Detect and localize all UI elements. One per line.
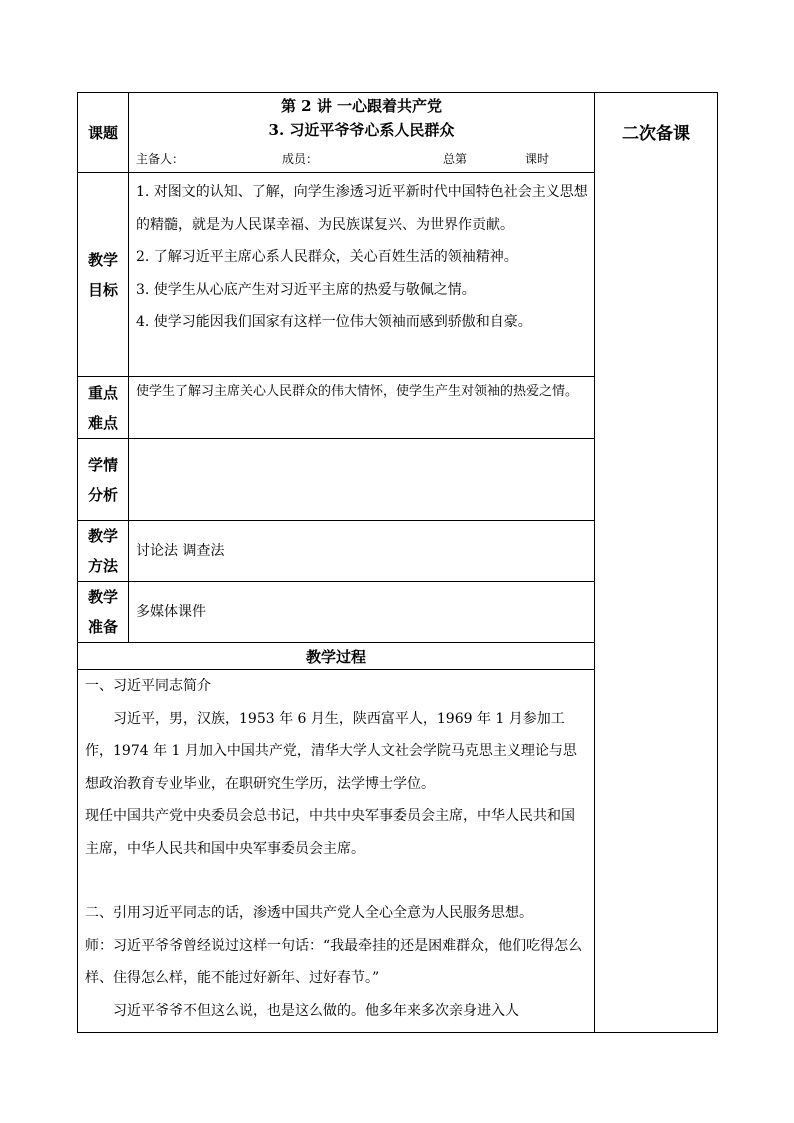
section-title: 一、习近平同志简介 — [85, 678, 211, 694]
analysis-content — [129, 439, 595, 521]
meta-total: 总第 — [443, 152, 468, 166]
goal-item: 3. 使学生从心底产生对习近平主席的热爱与敬佩之情。 — [136, 281, 476, 298]
meta-hours: 课时 — [525, 152, 550, 166]
paragraph: 师：习近平爷爷曾经说过这样一句话：“我最牵挂的还是困难群众，他们吃得怎么样、住得怎么样，能不能过好新年、过好春节。” — [85, 937, 583, 986]
goal-item: 1. 对图文的认知、了解，向学生渗透习近平新时代中国特色社会主义思想的精髓，就是为人民谋幸福、为民族谋复兴、为世界作贡献。 — [136, 184, 588, 233]
process-heading: 教学过程 — [78, 643, 595, 670]
paragraph: 习近平爷爷不但这么说，也是这么做的。他多年来多次亲身进入人 — [113, 1002, 519, 1019]
paragraph: 习近平，男，汉族，1953 年 6 月生，陕西富平人，1969 年 1 月参加工作，1974 年 1 月加入中国共产党，清华大学人文社会学院马克思主义理论与思想政治教育专业毕业，在职研究生学历，法学博士学位。 — [85, 710, 577, 792]
paragraph: 现任中国共产党中央委员会总书记，中共中央军事委员会主席，中华人民共和国主席，中华人民共和国中央军事委员会主席。 — [85, 808, 575, 857]
goals-label: 教学 目标 — [78, 173, 129, 377]
topic-row — [78, 93, 718, 173]
lesson-title: 第 2 讲 一心跟着共产党 — [280, 97, 443, 115]
lesson-meta — [136, 150, 594, 168]
methods-label: 教学 方法 — [78, 521, 129, 582]
key-points-label: 重点 难点 — [78, 377, 129, 439]
goals-content — [129, 173, 595, 377]
analysis-label: 学情 分析 — [78, 439, 129, 521]
key-points-content: 使学生了解习主席关心人民群众的伟大情怀，使学生产生对领袖的热爱之情。 — [129, 377, 595, 439]
goal-item: 2. 了解习近平主席心系人民群众，关心百姓生活的领袖精神。 — [136, 249, 518, 265]
lesson-plan-table — [77, 92, 718, 1033]
process-content — [78, 670, 595, 1033]
section-title: 二、引用习近平同志的话，渗透中国共产党人全心全意为人民服务思想。 — [85, 905, 533, 921]
preparation-content: 多媒体课件 — [129, 582, 595, 643]
goal-item: 4. 使学习能因我们国家有这样一位伟大领袖而感到骄傲和自豪。 — [136, 314, 532, 330]
methods-content: 讨论法 调查法 — [129, 521, 595, 582]
second-prep-label: 二次备课 — [622, 124, 690, 144]
second-prep-column — [595, 93, 718, 1033]
meta-members: 成员： — [282, 152, 319, 166]
meta-host: 主备人： — [136, 152, 185, 166]
title-cell — [129, 93, 595, 173]
lesson-subtitle: 3. 习近平爷爷心系人民群众 — [268, 121, 455, 139]
topic-label: 课题 — [78, 93, 129, 173]
spacer — [85, 865, 588, 897]
preparation-label: 教学 准备 — [78, 582, 129, 643]
